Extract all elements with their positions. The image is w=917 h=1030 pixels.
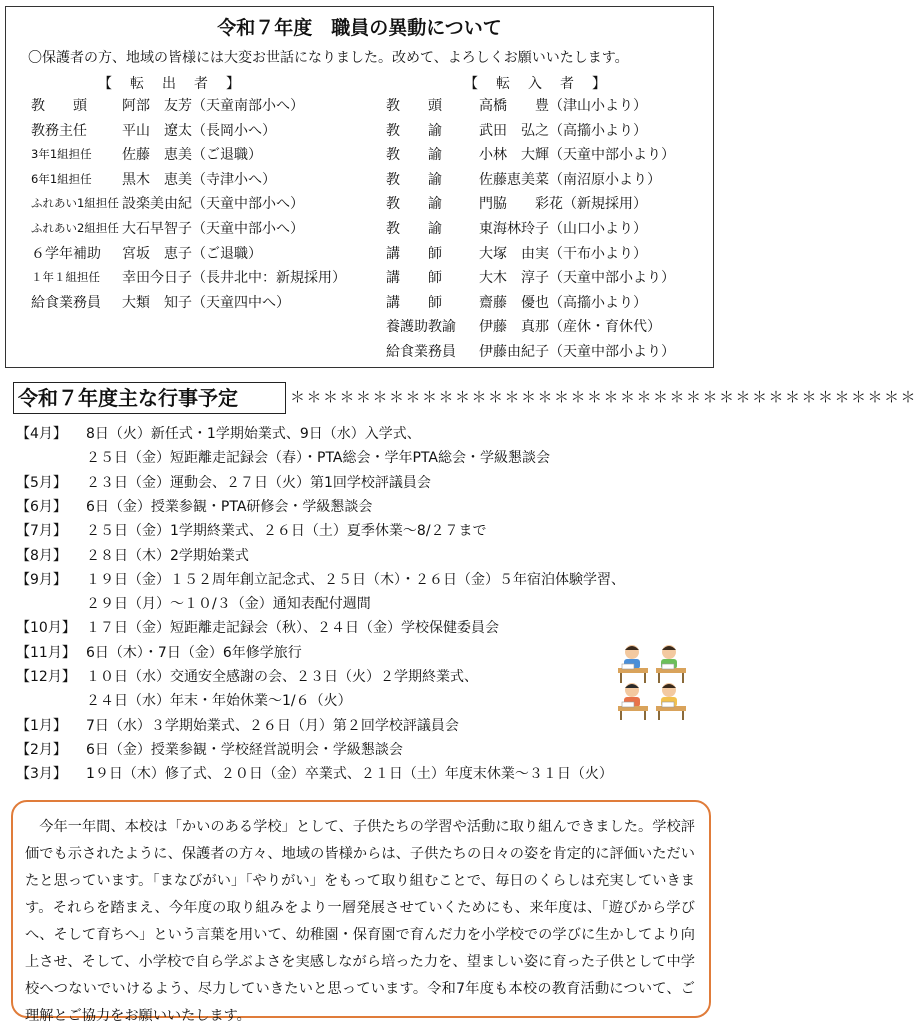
out-row	[31, 169, 371, 193]
in-role: 給食業務員	[386, 344, 456, 360]
in-role: 教 諭	[386, 122, 442, 139]
schedule-line	[16, 472, 706, 496]
schedule-text: 8日（火）新任式・1学期始業式、9日（水）入学式、	[86, 426, 421, 442]
schedule-month: 【10月】	[16, 620, 76, 637]
in-role: 教 諭	[386, 221, 442, 237]
out-row	[31, 95, 371, 119]
out-name: 大石早智子（天童中部小へ）	[122, 221, 304, 237]
out-role: 3年1組担任	[31, 147, 92, 162]
schedule-month: 【3月】	[16, 766, 67, 783]
schedule-text: ２８日（木）2学期始業式	[86, 547, 249, 564]
students-at-desks-icon	[614, 640, 690, 720]
in-row	[386, 243, 726, 267]
in-row	[386, 95, 726, 119]
schedule-month: 【2月】	[16, 741, 67, 758]
schedule-line	[16, 642, 706, 666]
schedule-month: 【8月】	[16, 547, 67, 564]
schedule-month: 【11月】	[16, 644, 76, 661]
out-name: 宮坂 恵子（ご退職）	[122, 245, 262, 262]
schedule-text: ２３日（金）運動会、２７日（火）第1回学校評議員会	[86, 474, 431, 491]
schedule-text: 6日（金）授業参観・学校経営説明会・学級懇談会	[86, 741, 403, 758]
in-row	[386, 341, 726, 365]
in-row	[386, 292, 726, 316]
in-name: 高橋 豊（津山小より）	[479, 98, 647, 114]
schedule-month: 【7月】	[16, 523, 67, 540]
principal-message: 今年一年間、本校は「かいのある学校」として、子供たちの学習や活動に取り組んできました。学校評価でも示されたように、保護者の方々、地域の皆様からは、子供たちの日々の姿を肯定的に評価いただいたと思っています。「まなびがい」「やりがい」をもって取り組むことで、毎日のくらしは充実していきます。それらを踏まえ、今年度の取り組みをより一層発展させていくためにも、来年度は、「遊びから学びへ、そして育ちへ」という言葉を用いて、幼稚園・保育園で育んだ力を小学校での学びに生かしてより向上させ、そして、小学校で自ら学ぶよさを実感しながら培った力を、望ましい姿に育った子供として中学校へつないでいけるよう、尽力していきたいと思っています。令和7年度も本校の教育活動について、ご理解とご協力をお願いいたします。	[25, 819, 695, 1024]
out-row	[31, 193, 371, 217]
in-name: 大木 淳子（天童中部小より）	[479, 270, 675, 287]
schedule-month: 【4月】	[16, 426, 67, 442]
out-role: 教務主任	[31, 122, 87, 139]
in-row	[386, 218, 726, 242]
out-row	[31, 292, 371, 316]
transfer-title: 令和７年度 職員の異動について	[217, 17, 502, 39]
in-name: 門脇 彩花（新規採用）	[479, 196, 647, 213]
schedule-text: ２５日（金）短距離走記録会（春）・PTA総会・学年PTA総会・学級懇談会	[86, 450, 550, 467]
schedule-month: 【1月】	[16, 717, 67, 734]
schedule-line	[16, 593, 706, 617]
in-role: 講 師	[386, 270, 442, 287]
schedule-month: 【12月】	[16, 669, 76, 685]
schedule-text: ２９日（月）～１０/３（金）通知表配付週間	[86, 596, 371, 613]
in-role: 教 諭	[386, 196, 442, 213]
out-name: 設楽美由紀（天童中部小へ）	[122, 196, 304, 213]
in-name: 東海林玲子（山口小より）	[479, 221, 647, 237]
in-name: 伊藤由紀子（天童中部小より）	[479, 344, 675, 360]
in-name: 伊藤 真那（産休・育休代）	[479, 319, 661, 336]
out-row	[31, 120, 371, 144]
out-role: １年１組担任	[31, 270, 100, 285]
out-role: 給食業務員	[31, 294, 101, 311]
schedule-text: ２４日（水）年末・年始休業～1/６（火）	[86, 693, 352, 710]
out-role: ふれあい1組担任	[31, 196, 119, 211]
schedule-line	[16, 763, 706, 787]
in-row	[386, 316, 726, 340]
schedule-line	[16, 569, 706, 593]
stars-divider: ＊＊＊＊＊＊＊＊＊＊＊＊＊＊＊＊＊＊＊＊＊＊＊＊＊＊＊＊＊＊＊＊＊＊＊＊＊＊	[290, 388, 917, 406]
in-name: 小林 大輝（天童中部小より）	[479, 147, 675, 164]
staff-transfer-box	[5, 6, 714, 368]
schedule-line	[16, 666, 706, 690]
principal-message-box	[11, 800, 711, 1024]
in-name: 佐藤恵美菜（南沼原小より）	[479, 171, 661, 188]
out-name: 黒木 恵美（寺津小へ）	[122, 171, 276, 188]
schedule-line	[16, 545, 706, 569]
schedule-text: 6日（木）・7日（金）6年修学旅行	[86, 644, 302, 661]
out-header: 【 転 出 者 】	[98, 76, 242, 92]
in-name: 大塚 由実（干布小より）	[479, 245, 647, 262]
in-role: 教 諭	[386, 147, 442, 164]
in-row	[386, 169, 726, 193]
schedule-text: １７日（金）短距離走記録会（秋）、２４日（金）学校保健委員会	[86, 620, 499, 637]
out-row	[31, 144, 371, 168]
out-row	[31, 243, 371, 267]
in-row	[386, 120, 726, 144]
out-name: 佐藤 恵美（ご退職）	[122, 147, 262, 164]
schedule-line	[16, 739, 706, 763]
out-name: 幸田今日子（長井北中：新規採用）	[122, 270, 346, 287]
in-role: 講 師	[386, 245, 442, 262]
schedule-line	[16, 715, 706, 739]
schedule-month: 【6月】	[16, 498, 67, 515]
in-row	[386, 267, 726, 291]
out-row	[31, 267, 371, 291]
in-header: 【 転 入 者 】	[464, 76, 608, 92]
out-name: 阿部 友芳（天童南部小へ）	[122, 98, 304, 114]
schedule-text: 6日（金）授業参観・PTA研修会・学級懇談会	[86, 498, 373, 515]
in-role: 教 頭	[386, 98, 442, 114]
out-name: 大類 知子（天童四中へ）	[122, 294, 290, 311]
in-row	[386, 193, 726, 217]
schedule-text: 1９日（木）修了式、２０日（金）卒業式、２１日（土）年度末休業～３１日（火）	[86, 766, 613, 783]
out-role: 教 頭	[31, 98, 87, 114]
out-role: ふれあい2組担任	[31, 221, 119, 235]
out-role: 6年1組担任	[31, 171, 92, 186]
schedule-line	[16, 447, 706, 471]
schedule-title: 令和７年度主な行事予定	[13, 382, 286, 414]
out-name: 平山 遼太（長岡小へ）	[122, 122, 276, 139]
schedule-text: 7日（水）３学期始業式、２６日（月）第２回学校評議員会	[86, 717, 459, 734]
schedule-line	[16, 423, 706, 447]
schedule-line	[16, 520, 706, 544]
out-row	[31, 218, 371, 242]
transfer-intro: 〇保護者の方、地域の皆様には大変お世話になりました。改めて、よろしくお願いいたします。	[28, 50, 629, 66]
in-role: 講 師	[386, 294, 442, 311]
in-role: 教 諭	[386, 171, 442, 188]
schedule-text: １０日（水）交通安全感謝の会、２３日（火）２学期終業式、	[86, 669, 478, 685]
in-role: 養護助教諭	[386, 319, 456, 336]
schedule-text: １９日（金）１５２周年創立記念式、２５日（木）・２６日（金）５年宿泊体験学習、	[86, 571, 625, 588]
in-name: 武田 弘之（高擶小より）	[479, 122, 647, 139]
schedule-line	[16, 690, 706, 714]
schedule-month: 【9月】	[16, 571, 67, 588]
schedule-line	[16, 496, 706, 520]
in-row	[386, 144, 726, 168]
out-role: ６学年補助	[31, 245, 101, 262]
schedule-text: ２５日（金）1学期終業式、２６日（土）夏季休業～8/２７まで	[86, 523, 487, 540]
schedule-line	[16, 617, 706, 641]
in-name: 齋藤 優也（高擶小より）	[479, 294, 647, 311]
schedule-month: 【5月】	[16, 474, 67, 491]
